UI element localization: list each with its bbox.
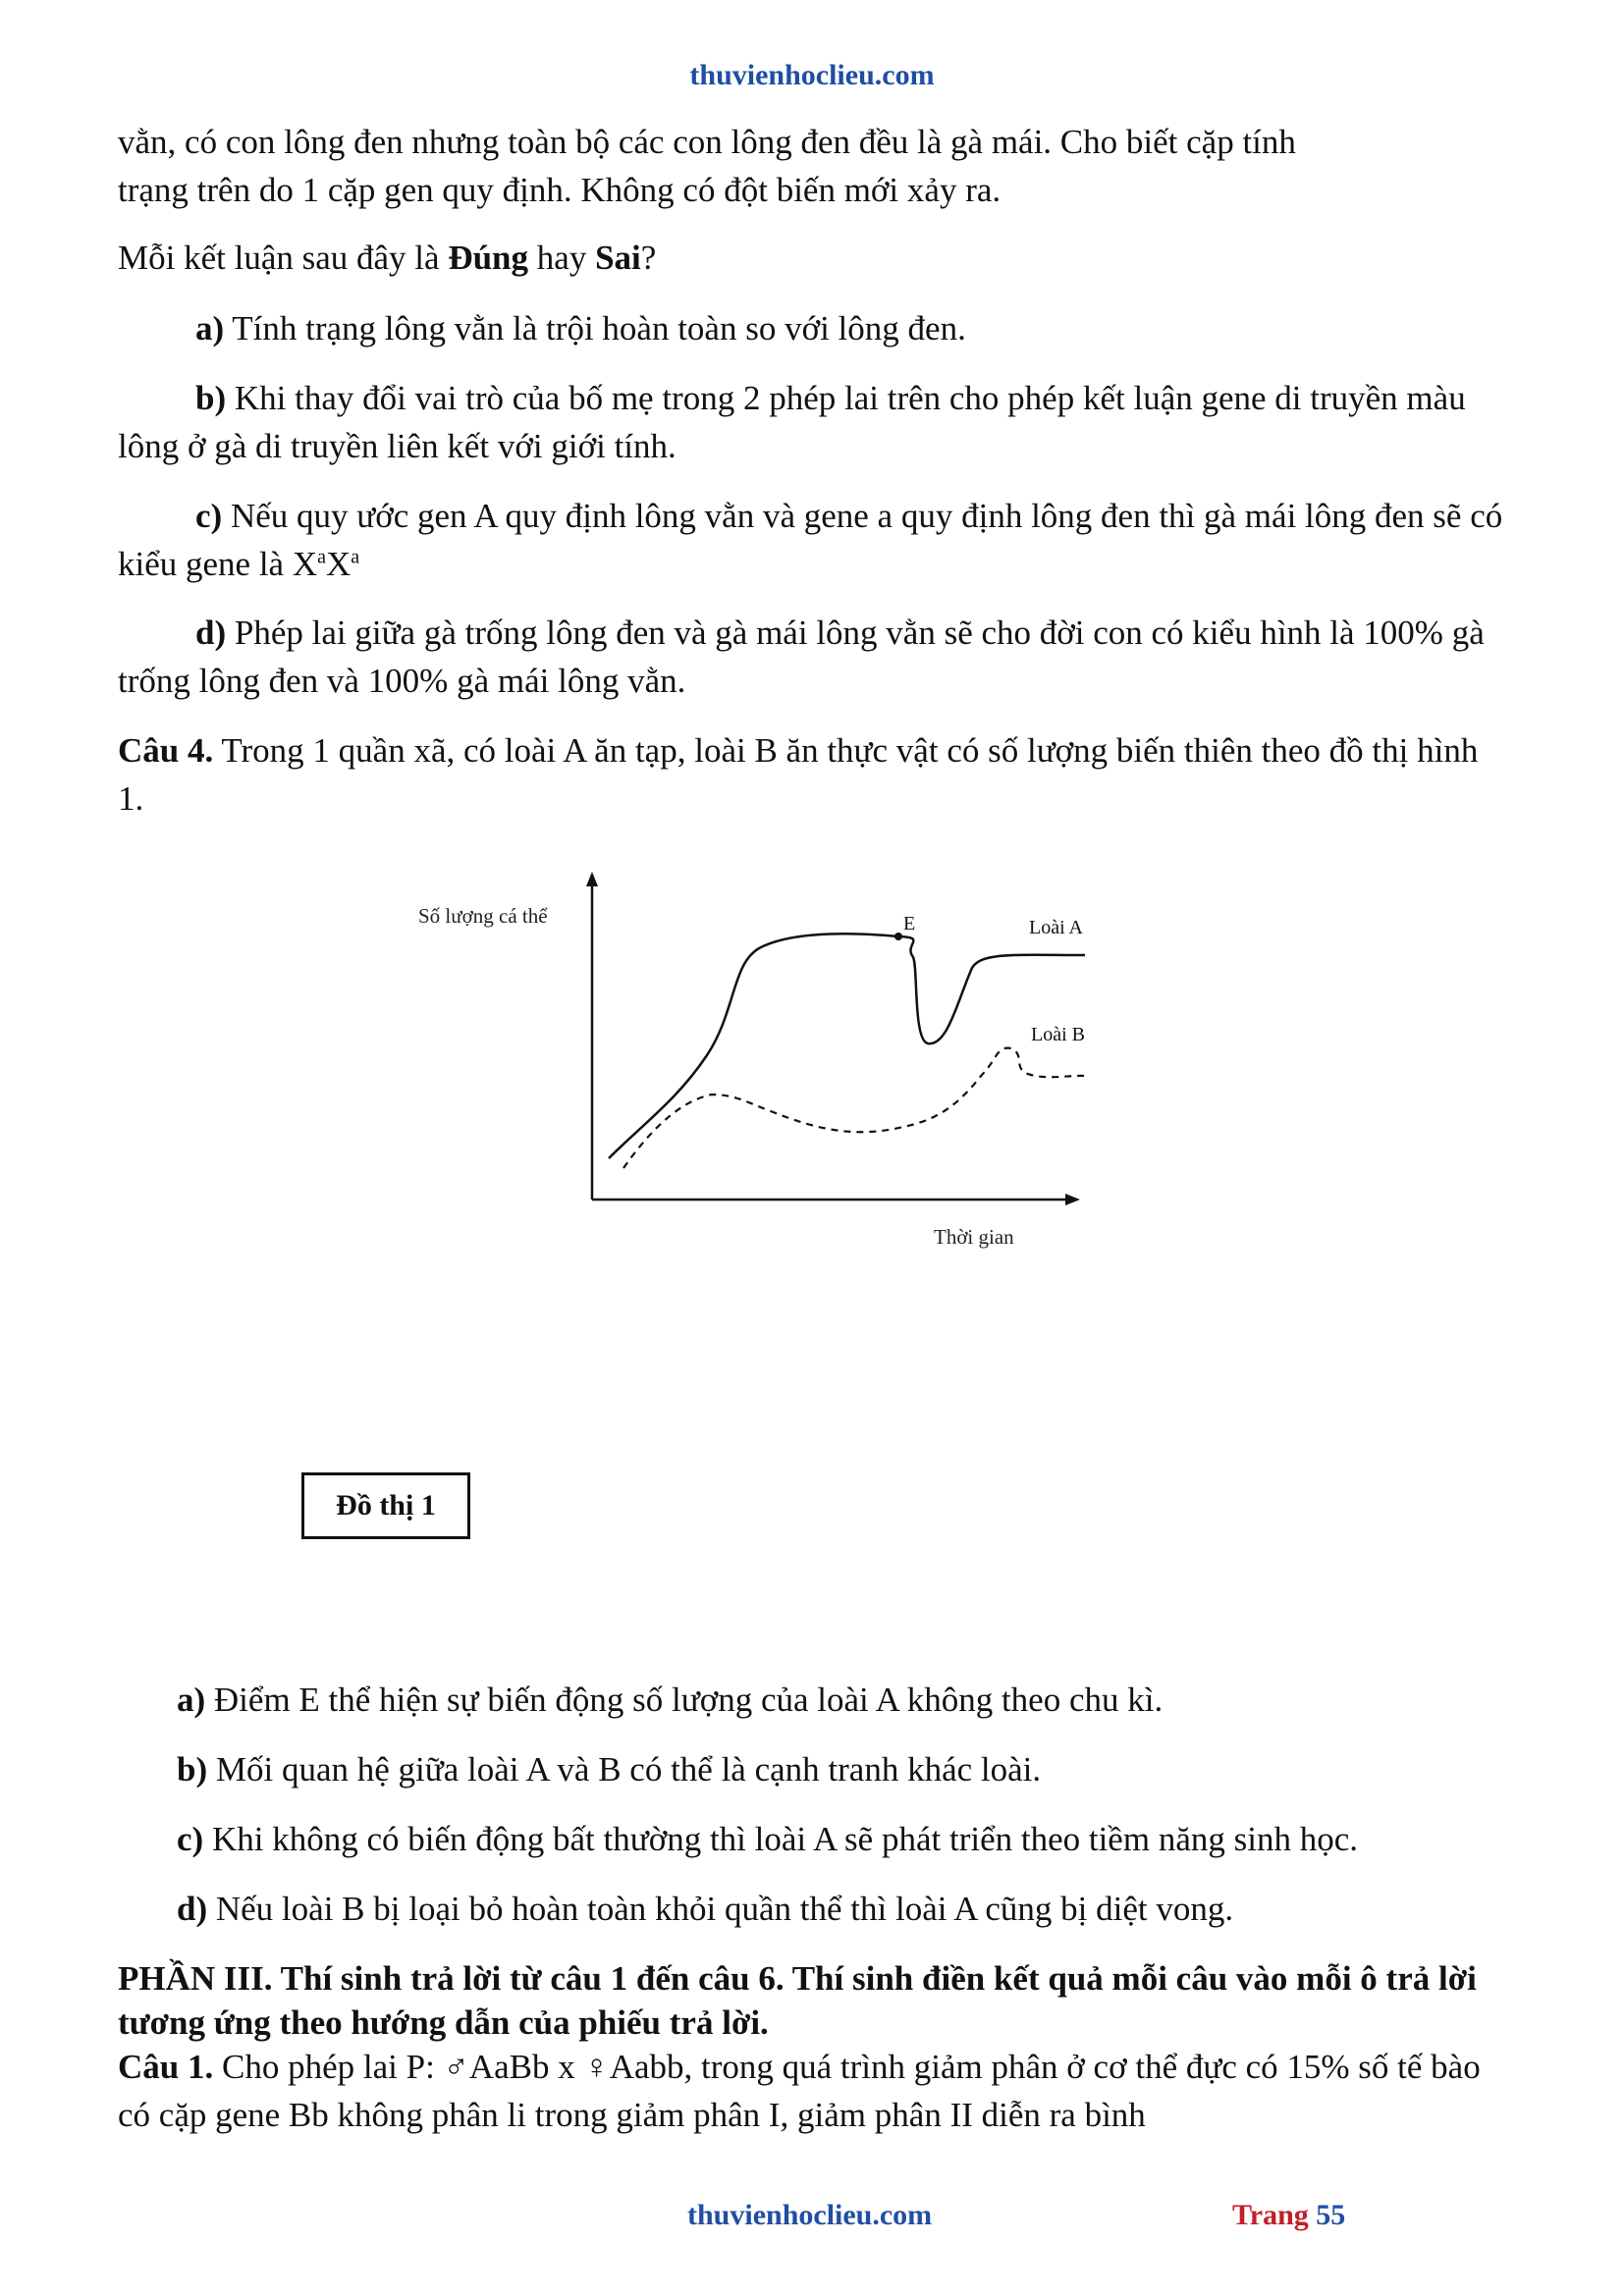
q4-option-c xyxy=(177,1815,1532,1863)
header-site[interactable]: thuvienhoclieu.com xyxy=(689,59,935,91)
prompt-post: ? xyxy=(640,239,657,277)
option-text: Nếu loài B bị loại bỏ hoàn toàn khỏi quần thể thì loài A cũng bị diệt vong. xyxy=(207,1890,1234,1928)
footer-page-number xyxy=(1232,2199,1345,2232)
question-label: Câu 4. xyxy=(118,731,214,770)
x-axis-label: Thời gian xyxy=(934,1225,1014,1249)
q4-option-b xyxy=(177,1745,1532,1793)
option-text: Nếu quy ước gen A quy định lông vằn và gene a quy định lông đen thì gà mái lông đen sẽ có kiểu gene là X xyxy=(118,497,1503,583)
page-number: 55 xyxy=(1316,2199,1346,2231)
q4-option-a xyxy=(177,1676,1532,1724)
option-label: a) xyxy=(195,309,225,347)
prompt-pre: Mỗi kết luận sau đây là xyxy=(118,239,449,277)
legend-loai-a: Loài A xyxy=(1029,917,1083,938)
x-axis-arrow xyxy=(1065,1194,1080,1205)
option-text: X xyxy=(326,545,352,583)
series-loai-b-line xyxy=(623,1048,1085,1168)
superscript: a xyxy=(317,546,327,568)
q3-option-d xyxy=(118,609,1512,705)
point-e-label: E xyxy=(903,913,916,934)
intro-paragraph xyxy=(118,118,1512,214)
question-prompt xyxy=(118,234,1512,282)
option-label: d) xyxy=(177,1890,208,1928)
legend-loai-b: Loài B xyxy=(1031,1024,1085,1045)
figure-caption: Đồ thị 1 xyxy=(301,1472,470,1539)
q3-option-c xyxy=(118,492,1512,588)
q3-option-a xyxy=(118,304,1512,352)
option-label: b) xyxy=(177,1750,208,1789)
option-text: Mối quan hệ giữa loài A và B có thể là cạnh tranh khác loài. xyxy=(207,1750,1042,1789)
question-label: Câu 1. xyxy=(118,2048,214,2086)
option-label: d) xyxy=(195,614,227,652)
question-text: Cho phép lai P: ♂AaBb x ♀Aabb, trong quá trình giảm phân ở cơ thể đực có 15% số tế bào có cặp gene Bb không phân li trong giảm phân I, giảm phân II diễn ra bình xyxy=(118,2048,1481,2134)
prompt-mid: hay xyxy=(528,239,596,277)
y-axis-label: Số lượng cá thể xyxy=(418,904,548,928)
q4-stem xyxy=(118,726,1512,823)
population-chart xyxy=(393,854,1139,1266)
intro-line-1: vằn, có con lông đen nhưng toàn bộ các con lông đen đều là gà mái. Cho biết cặp tính xyxy=(118,123,1296,161)
y-axis-arrow xyxy=(586,872,598,886)
option-label: b) xyxy=(195,379,227,417)
prompt-dung: Đúng xyxy=(448,239,529,277)
series-loai-a-line xyxy=(609,934,1085,1158)
option-text: Khi thay đổi vai trò của bố mẹ trong 2 phép lai trên cho phép kết luận gene di truyền màu lông ở gà di truyền liên kết với giới tính. xyxy=(118,379,1466,465)
option-text: Khi không có biến động bất thường thì loài A sẽ phát triển theo tiềm năng sinh học. xyxy=(203,1820,1358,1858)
option-text: Phép lai giữa gà trống lông đen và gà mái lông vằn sẽ cho đời con có kiểu hình là 100% gà trống lông đen và 100% gà mái lông vằn. xyxy=(118,614,1485,700)
option-label: c) xyxy=(177,1820,204,1858)
q3-option-b xyxy=(118,374,1512,470)
question-text: Trong 1 quần xã, có loài A ăn tạp, loài B ăn thực vật có số lượng biến thiên theo đồ thị hình 1. xyxy=(118,731,1479,818)
q4-option-d xyxy=(177,1885,1532,1933)
part3-heading: PHẦN III. Thí sinh trả lời từ câu 1 đến câu 6. Thí sinh điền kết quả mỗi câu vào mỗi ô trả lời tương ứng theo hướng dẫn của phiếu trả lời. xyxy=(118,1959,1477,2042)
option-text: Tính trạng lông vằn là trội hoàn toàn so với lông đen. xyxy=(224,309,966,347)
prompt-sai: Sai xyxy=(595,239,641,277)
option-label: a) xyxy=(177,1681,206,1719)
point-e-marker xyxy=(894,933,902,940)
footer-site[interactable]: thuvienhoclieu.com xyxy=(687,2199,933,2231)
page-label: Trang xyxy=(1232,2199,1309,2231)
superscript: a xyxy=(351,546,360,568)
intro-line-2: trạng trên do 1 cặp gen quy định. Không có đột biến mới xảy ra. xyxy=(118,171,1001,209)
option-text: Điểm E thể hiện sự biến động số lượng của loài A không theo chu kì. xyxy=(205,1681,1164,1719)
part3-q1 xyxy=(118,2043,1512,2139)
option-label: c) xyxy=(195,497,223,535)
